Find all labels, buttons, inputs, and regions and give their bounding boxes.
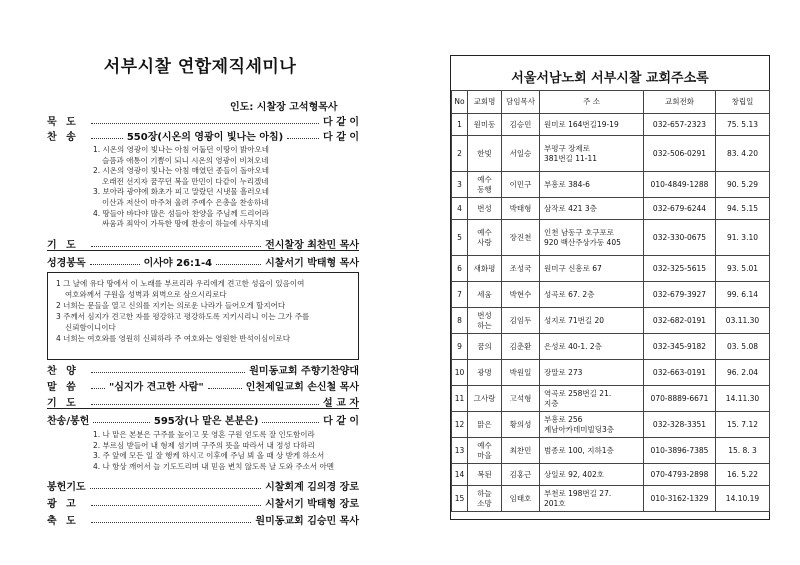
cell-church: 새화평 (468, 256, 502, 282)
order-label: 찬 양 (47, 366, 79, 377)
order-row-gido2 (47, 394, 359, 409)
table-row (452, 464, 770, 486)
cell-founded: 14.11.30 (716, 386, 770, 412)
church-directory (450, 55, 770, 520)
cell-pastor: 박원일 (502, 360, 540, 386)
table-row (452, 334, 770, 360)
cell-founded: 03. 5.08 (716, 334, 770, 360)
order-label: 기 도 (47, 240, 79, 251)
dot-leader (91, 123, 319, 124)
scripture-line: 4 너희는 여호와를 영원히 신뢰하라 주 여호와는 영원한 반석이심이로다 (56, 334, 290, 343)
order-row-chukdo (47, 512, 359, 527)
cell-founded: 83. 4.20 (716, 136, 770, 172)
cell-address: 삼작로 421 3층 (540, 198, 644, 220)
lyric-line: 슬픔과 애통이 기쁨이 되니 시온의 영광이 비쳐오네 (102, 155, 269, 165)
cell-church: 맑은 (468, 412, 502, 438)
cell-church: 원미동 (468, 114, 502, 136)
column-header: 주 소 (540, 91, 644, 114)
cell-founded: 75. 5.13 (716, 114, 770, 136)
cell-phone: 070-4793-2898 (644, 464, 716, 486)
hymn-550-lyrics (93, 145, 269, 230)
dot-leader (90, 488, 261, 489)
lyric-line: 3. 주 앞에 모든 일 잘 행케 하시고 이후에 주님 뵈 올 때 상 받게 하소서 (93, 451, 325, 461)
cell-phone: 010-4849-1288 (644, 172, 716, 198)
order-leader: 다 같 이 (323, 416, 360, 427)
scripture-ref: 이사야 26:1-4 (143, 258, 213, 269)
table-row (452, 486, 770, 512)
cell-church: 복된 (468, 464, 502, 486)
lyric-line: 오래전 선지자 꿈꾸던 복을 만민이 다같이 누리겠네 (102, 176, 269, 186)
order-label: 기 도 (47, 398, 79, 409)
cell-church: 번성 (468, 198, 502, 220)
cell-phone: 032-679-6244 (644, 198, 716, 220)
cell-no: 14 (452, 464, 468, 486)
cell-address: 부평구 장제로 381번길 11-11 (540, 136, 644, 172)
order-label: 찬송/봉헌 (47, 416, 90, 427)
order-leader: 시찰서기 박태형 목사 (265, 258, 359, 269)
divider (47, 408, 359, 409)
cell-no: 5 (452, 220, 468, 256)
cell-church: 하늘 소망 (468, 486, 502, 512)
dot-leader (262, 422, 319, 423)
cell-phone: 010-3162-1329 (644, 486, 716, 512)
order-label: 찬 송 (47, 132, 79, 143)
dot-leader (91, 138, 123, 139)
table-row (452, 198, 770, 220)
lyric-line: 1. 시온의 영광이 빛나는 아침 어둡던 이땅이 밝아오네 (93, 145, 269, 154)
table-row (452, 220, 770, 256)
cell-no: 9 (452, 334, 468, 360)
lyric-line: 4. 땅들아 바다야 많은 섬들아 찬양을 주님께 드리어라 (93, 208, 269, 218)
table-row (452, 172, 770, 198)
cell-founded: 91. 3.10 (716, 220, 770, 256)
cell-pastor: 박현수 (502, 282, 540, 308)
dot-leader (287, 138, 319, 139)
order-row-mukdo (47, 113, 359, 128)
order-leader: 원미동교회 김승민 목사 (255, 516, 359, 527)
cell-no: 2 (452, 136, 468, 172)
cell-founded: 99. 6.14 (716, 282, 770, 308)
table-row (452, 412, 770, 438)
cell-phone: 032-328-3351 (644, 412, 716, 438)
table-header-row (452, 91, 770, 114)
lyric-line: 4. 나 항상 깨어서 늘 기도드리며 내 믿음 변치 않도록 날 도와 주소서 아멘 (93, 461, 335, 471)
cell-church: 꿈의 (468, 334, 502, 360)
table-row (452, 386, 770, 412)
lyric-line: 1. 나 맡은 본분은 구주를 높이고 뭇 영혼 구원 얻도록 잘 인도함이라 (93, 430, 315, 439)
cell-no: 7 (452, 282, 468, 308)
scripture-box (47, 272, 359, 360)
table-row (452, 282, 770, 308)
cell-no: 15 (452, 486, 468, 512)
order-row-chansong (47, 128, 359, 143)
cell-church: 예수 동행 (468, 172, 502, 198)
cell-pastor: 김홍근 (502, 464, 540, 486)
cell-no: 13 (452, 438, 468, 464)
cell-founded: 94. 5.15 (716, 198, 770, 220)
cell-pastor: 서일승 (502, 136, 540, 172)
cell-phone: 032-345-9182 (644, 334, 716, 360)
directory-table (451, 90, 770, 512)
column-header: 교회명 (468, 91, 502, 114)
cell-church: 세움 (468, 282, 502, 308)
cell-address: 범종로 100, 지하1층 (540, 438, 644, 464)
cell-church: 예수 마을 (468, 438, 502, 464)
order-row-closing-hymn (47, 412, 359, 427)
cell-church: 그사랑 (468, 386, 502, 412)
cell-pastor: 김임두 (502, 308, 540, 334)
cell-phone: 032-663-0191 (644, 360, 716, 386)
dot-leader (91, 246, 261, 247)
order-row-malsseum (47, 378, 359, 393)
table-row (452, 438, 770, 464)
order-leader: 다 같 이 (323, 117, 359, 128)
cell-phone: 032-657-2323 (644, 114, 716, 136)
sermon-title: "심지가 견고한 사람" (109, 382, 204, 393)
order-leader: 다 같 이 (323, 132, 359, 143)
order-leader: 시찰서기 박태형 장로 (265, 499, 359, 510)
dot-leader (91, 404, 319, 405)
cell-phone: 032-679-3927 (644, 282, 716, 308)
cell-pastor: 조성국 (502, 256, 540, 282)
column-header: No (452, 91, 468, 114)
cell-founded: 16. 5.22 (716, 464, 770, 486)
order-leader: 인천제일교회 손신철 목사 (245, 382, 359, 393)
scripture-line: 3 주께서 심지가 견고한 자를 평강하고 평강하도록 지키시리니 이는 그가 주를 (56, 312, 310, 321)
cell-pastor: 최찬민 (502, 438, 540, 464)
column-header: 담임목사 (502, 91, 540, 114)
order-row-gwanggo (47, 495, 359, 510)
order-label: 말 씀 (47, 382, 79, 393)
dot-leader (90, 264, 140, 265)
cell-pastor: 이민구 (502, 172, 540, 198)
directory-body (452, 114, 770, 512)
scripture-line: 여호와께서 구원을 성벽과 외벽으로 삼으시리로다 (65, 290, 227, 299)
table-row (452, 136, 770, 172)
cell-church: 광명 (468, 360, 502, 386)
order-leader: 설 교 자 (323, 398, 359, 409)
lyric-line: 이산과 저산이 마주쳐 울려 주예수 은총을 찬송하네 (102, 197, 269, 207)
lyric-line: 2. 시온의 영광이 빛나는 아침 매였던 종들이 돌아오네 (93, 166, 269, 176)
table-row (452, 114, 770, 136)
dot-leader (91, 522, 251, 523)
order-row-chanyang (47, 362, 359, 377)
hymn-title: 595장(나 맡은 본분은) (153, 416, 259, 427)
cell-no: 4 (452, 198, 468, 220)
order-leader: 시찰회계 김의경 장로 (265, 482, 359, 493)
order-label: 축 도 (47, 516, 79, 527)
order-leader: 원미동교회 주향기찬양대 (249, 366, 359, 377)
order-row-bonmun (47, 254, 359, 269)
dot-leader (91, 505, 261, 506)
scripture-line: 신뢰함이니이다 (65, 323, 116, 332)
cell-founded: 14.10.19 (716, 486, 770, 512)
cell-address: 성지로 71번길 20 (540, 308, 644, 334)
scripture-line: 2 너희는 문들을 열고 신의를 지키는 의로운 나라가 들어오게 할지어다 (56, 301, 286, 310)
cell-address: 부흥로 384-6 (540, 172, 644, 198)
cell-founded: 96. 2.04 (716, 360, 770, 386)
cell-founded: 03.11.30 (716, 308, 770, 334)
lyric-line: 2. 부르심 받들어 내 형제 섬기며 구주의 뜻을 따라서 내 정성 다하리 (93, 440, 315, 450)
cell-no: 8 (452, 308, 468, 334)
cell-pastor: 장진천 (502, 220, 540, 256)
cell-church: 한빛 (468, 136, 502, 172)
column-header: 교회전화 (644, 91, 716, 114)
divider (47, 250, 359, 251)
scripture-line: 1 그 날에 유다 땅에서 이 노래를 부르리라 우리에게 견고한 성읍이 있음이여 (56, 279, 305, 288)
cell-address: 인천 남동구 호구포로 920 백산주상가동 405 (540, 220, 644, 256)
lyric-line: 3. 보아라 광야에 화초가 피고 말랐던 시냇물 흘러오네 (93, 187, 269, 197)
cell-founded: 93. 5.01 (716, 256, 770, 282)
order-label: 성경봉독 (47, 258, 86, 269)
cell-phone: 032-330-0675 (644, 220, 716, 256)
cell-phone: 032-325-5615 (644, 256, 716, 282)
cell-phone: 032-506-0291 (644, 136, 716, 172)
dot-leader (93, 422, 150, 423)
cell-pastor: 김춘환 (502, 334, 540, 360)
cell-pastor: 박태형 (502, 198, 540, 220)
cell-no: 10 (452, 360, 468, 386)
table-row (452, 256, 770, 282)
dot-leader (91, 388, 105, 389)
cell-no: 1 (452, 114, 468, 136)
page-title: 서부시찰 연합제직세미나 (103, 57, 297, 77)
cell-address: 원미구 신흥로 67 (540, 256, 644, 282)
cell-church: 예수 사랑 (468, 220, 502, 256)
cell-address: 은성로 40-1. 2층 (540, 334, 644, 360)
order-row-offering-prayer (47, 478, 359, 493)
order-leader: 전시찰장 최찬민 목사 (265, 240, 359, 251)
cell-address: 역곡로 258번길 21. 지층 (540, 386, 644, 412)
cell-church: 번성 하는 (468, 308, 502, 334)
cell-founded: 15. 8. 3 (716, 438, 770, 464)
cell-no: 3 (452, 172, 468, 198)
cell-address: 성곡로 67. 2층 (540, 282, 644, 308)
cell-no: 11 (452, 386, 468, 412)
cell-no: 12 (452, 412, 468, 438)
hymn-title: 550장(시온의 영광이 빛나는 아침) (126, 132, 284, 143)
cell-address: 장말로 273 (540, 360, 644, 386)
dot-leader (216, 264, 261, 265)
cell-founded: 15. 7.12 (716, 412, 770, 438)
cell-pastor: 황의성 (502, 412, 540, 438)
cell-address: 부천로 198번길 27. 201호 (540, 486, 644, 512)
order-label: 묵 도 (47, 117, 79, 128)
cell-no: 6 (452, 256, 468, 282)
cell-phone: 032-682-0191 (644, 308, 716, 334)
column-header: 창립일 (716, 91, 770, 114)
cell-phone: 010-3896-7385 (644, 438, 716, 464)
table-row (452, 360, 770, 386)
lyric-line: 싸움과 죄악이 가득한 땅에 찬송이 하늘에 사무치네 (102, 219, 269, 229)
cell-phone: 070-8889-6671 (644, 386, 716, 412)
cell-address: 상일로 92, 402호 (540, 464, 644, 486)
cell-pastor: 김승민 (502, 114, 540, 136)
cell-address: 원미로 164번길19-19 (540, 114, 644, 136)
order-label: 봉헌기도 (47, 482, 86, 493)
hymn-595-lyrics (93, 430, 334, 472)
table-row (452, 308, 770, 334)
order-row-gido (47, 236, 359, 251)
dot-leader (91, 372, 245, 373)
cell-pastor: 임태호 (502, 486, 540, 512)
cell-founded: 90. 5.29 (716, 172, 770, 198)
leader-line: 인도: 시찰장 고석형목사 (230, 102, 338, 113)
cell-pastor: 고석형 (502, 386, 540, 412)
directory-title: 서울서남노회 서부시찰 교회주소록 (511, 71, 709, 86)
order-label: 광 고 (47, 499, 79, 510)
dot-leader (208, 388, 242, 389)
cell-address: 부흥로 256 계남아카데미빌딩3층 (540, 412, 644, 438)
